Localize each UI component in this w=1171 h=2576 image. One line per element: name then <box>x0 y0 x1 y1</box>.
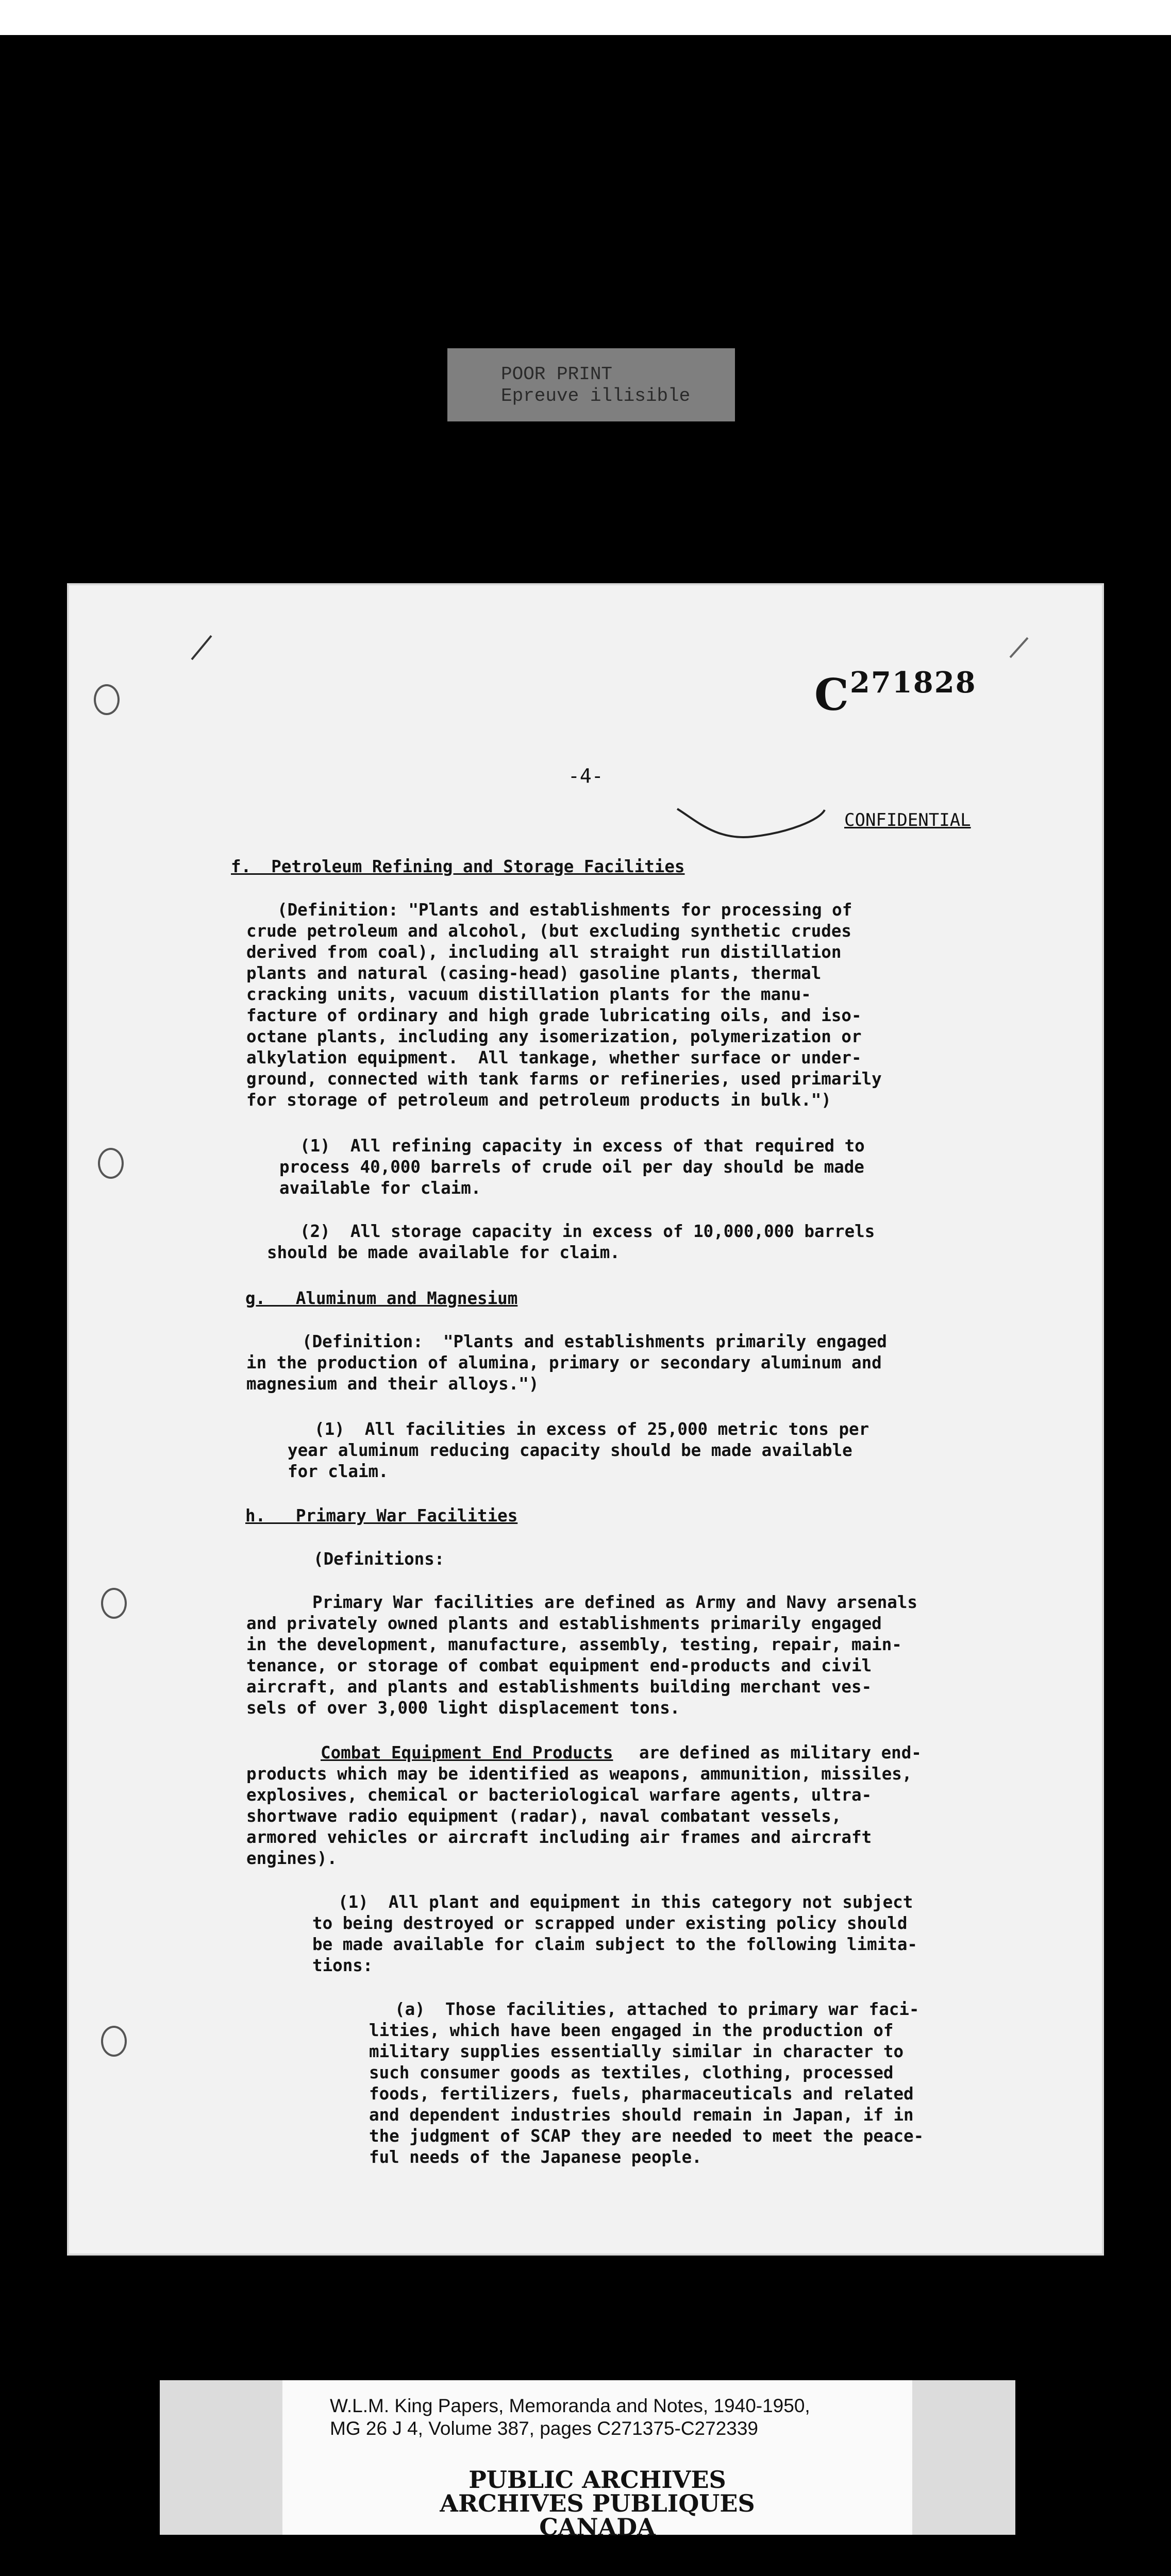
document-number-prefix: C <box>814 669 850 720</box>
text-line: derived from coal), including all straight run distillation <box>246 942 842 962</box>
text-line: plants and natural (casing-head) gasoline plants, thermal <box>246 963 822 983</box>
text-line: foods, fertilizers, fuels, pharmaceuticals and related <box>369 2084 914 2104</box>
text-line: sels of over 3,000 light displacement tons. <box>246 1698 680 1718</box>
text-line: ground, connected with tank farms or refineries, used primarily <box>246 1069 882 1089</box>
punch-hole-icon <box>98 1148 124 1179</box>
text-line: aircraft, and plants and establishments building merchant ves- <box>246 1677 872 1697</box>
text-line: facture of ordinary and high grade lubricating oils, and iso- <box>246 1006 862 1025</box>
text-line: to being destroyed or scrapped under existing policy should <box>312 1913 908 1933</box>
text-line: and privately owned plants and establishments primarily engaged <box>246 1614 882 1633</box>
text-line: octane plants, including any isomerization, polymerization or <box>246 1027 862 1046</box>
text-line: Primary War facilities are defined as Army and Navy arsenals <box>312 1592 917 1612</box>
document-number <box>814 666 977 720</box>
page-number: -4- <box>568 765 604 787</box>
text-line: be made available for claim subject to the following limita- <box>312 1935 917 1954</box>
text-line: in the production of alumina, primary or secondary aluminum and <box>246 1353 882 1372</box>
pen-tick-icon <box>186 633 216 664</box>
section-heading-f: f. Petroleum Refining and Storage Facilities <box>231 857 685 876</box>
text-line: military supplies essentially similar in character to <box>369 2042 904 2061</box>
section-heading-g: g. Aluminum and Magnesium <box>245 1289 518 1308</box>
text-line: shortwave radio equipment (radar), naval combatant vessels, <box>246 1806 842 1826</box>
section-heading-h: h. Primary War Facilities <box>245 1506 518 1526</box>
text-line: should be made available for claim. <box>267 1243 620 1262</box>
text-line: alkylation equipment. All tankage, whether surface or under- <box>246 1048 862 1067</box>
text-line: ful needs of the Japanese people. <box>369 2147 702 2167</box>
text-line: process 40,000 barrels of crude oil per day should be made <box>279 1157 864 1177</box>
citation-line-1: W.L.M. King Papers, Memoranda and Notes, 1940-1950, <box>330 2395 810 2416</box>
top-white-strip <box>0 0 1171 35</box>
text-line: magnesium and their alloys.") <box>246 1374 539 1394</box>
text-line: (a) Those facilities, attached to primary war faci- <box>395 1999 919 2019</box>
archives-stamp <box>282 2468 912 2539</box>
text-line: the judgment of SCAP they are needed to meet the peace- <box>369 2126 924 2146</box>
archives-line-3: CANADA <box>539 2513 656 2541</box>
text-line: and dependent industries should remain in Japan, if in <box>369 2105 914 2125</box>
punch-hole-icon <box>101 2026 127 2057</box>
archives-line-2: ARCHIVES PUBLIQUES <box>440 2489 755 2517</box>
punch-hole-icon <box>101 1588 127 1619</box>
citation-line-2: MG 26 J 4, Volume 387, pages C271375-C272339 <box>330 2418 759 2439</box>
text-line: lities, which have been engaged in the production of <box>369 2021 894 2040</box>
text-line: (Definitions: <box>313 1549 445 1569</box>
text-line: year aluminum reducing capacity should be made available <box>288 1440 852 1460</box>
pen-tick-icon <box>1003 635 1034 666</box>
text-line: such consumer goods as textiles, clothing, processed <box>369 2063 894 2082</box>
stamp-line-1: POOR PRINT <box>501 364 613 385</box>
text-line: tenance, or storage of combat equipment end-products and civil <box>246 1656 872 1675</box>
text-line: available for claim. <box>279 1178 481 1198</box>
text-line: for storage of petroleum and petroleum products in bulk.") <box>246 1090 831 1110</box>
text-line: (Definition: "Plants and establishments for processing of <box>277 900 852 920</box>
text-line: products which may be identified as weapons, ammunition, missiles, <box>246 1764 912 1784</box>
text-line: explosives, chemical or bacteriological warfare agents, ultra- <box>246 1785 872 1805</box>
document-number-value: 271828 <box>849 666 977 700</box>
text-line: (2) All storage capacity in excess of 10,000,000 barrels <box>300 1222 875 1241</box>
text-line: crude petroleum and alcohol, (but excluding synthetic crudes <box>246 921 851 941</box>
punch-hole-icon <box>94 684 120 715</box>
text-line: armored vehicles or aircraft including air frames and aircraft <box>246 1827 872 1847</box>
text-line: tions: <box>312 1956 373 1975</box>
text-line: cracking units, vacuum distillation plants for the manu- <box>246 985 811 1004</box>
text-line: engines). <box>246 1849 338 1868</box>
classification-label: CONFIDENTIAL <box>844 810 971 831</box>
stamp-line-2: Epreuve illisible <box>501 385 691 406</box>
text-line: (1) All facilities in excess of 25,000 metric tons per <box>314 1419 869 1439</box>
archive-citation <box>330 2395 810 2440</box>
poor-print-stamp <box>447 348 735 421</box>
text-line: (1) All plant and equipment in this category not subject <box>338 1892 913 1912</box>
archives-line-1: PUBLIC ARCHIVES <box>469 2466 726 2494</box>
handwritten-mark-icon <box>670 800 835 846</box>
text-line: (Definition: "Plants and establishments primarily engaged <box>302 1332 887 1351</box>
defined-term: Combat Equipment End Products <box>321 1743 613 1762</box>
text-line: for claim. <box>288 1462 389 1481</box>
text-line: are defined as military end- <box>639 1743 922 1762</box>
text-line: in the development, manufacture, assembly, testing, repair, main- <box>246 1635 902 1654</box>
document-page <box>67 583 1104 2256</box>
text-line: (1) All refining capacity in excess of that required to <box>300 1136 865 1156</box>
